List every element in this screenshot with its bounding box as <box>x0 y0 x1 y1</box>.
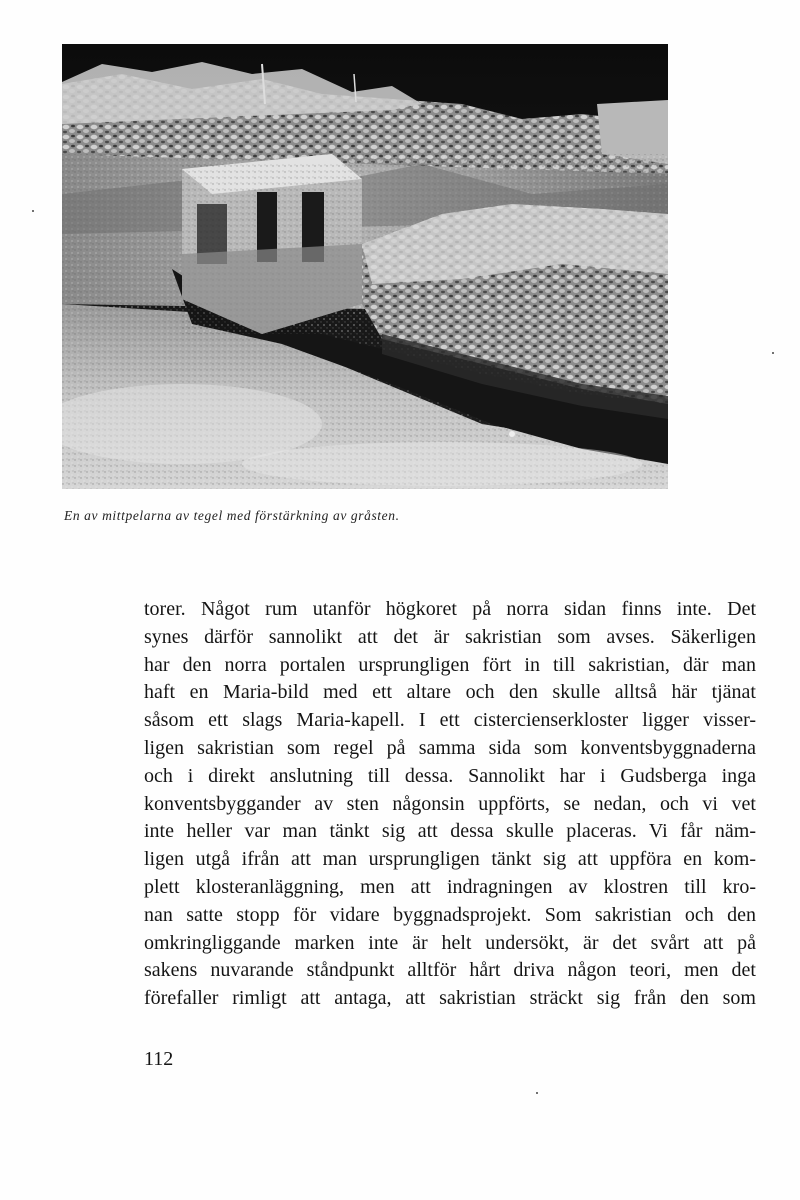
text-line: omkringliggande marken inte är helt undersökt, är det svårt att på <box>144 931 756 954</box>
text-line: förefaller rimligt att antaga, att sakristian sträckt sig från den som <box>144 987 756 1010</box>
scan-speck <box>32 210 34 212</box>
ruin-photograph <box>62 44 668 489</box>
ruin-photograph-image <box>62 44 668 489</box>
text-line: synes därför sannolikt att det är sakristian som avses. Säkerligen <box>144 625 756 648</box>
text-line: konventsbyggander av sten någonsin uppförts, se nedan, och vi vet <box>144 792 756 815</box>
text-line: haft en Maria-bild med ett altare och den skulle alltså här tjänat <box>144 681 756 704</box>
text-line: och i direkt anslutning till dessa. Sannolikt har i Gudsberga inga <box>144 764 756 787</box>
text-line: torer. Något rum utanför högkoret på norra sidan finns inte. Det <box>144 598 756 620</box>
text-line: plett klosteranläggning, men att indragningen av klostren till kro- <box>144 875 756 898</box>
text-line: ligen utgå ifrån att man ursprungligen tänkt sig att uppföra en kom- <box>144 848 756 871</box>
text-line: nan satte stopp för vidare byggnadsprojekt. Som sakristian och den <box>144 903 756 926</box>
page-number: 112 <box>144 1048 174 1070</box>
scan-speck <box>772 352 774 354</box>
text-line: sakens nuvarande ståndpunkt alltför hårt driva någon teori, men det <box>144 959 756 982</box>
scan-speck <box>536 1092 538 1094</box>
text-line: ligen sakristian som regel på samma sida som konventsbyggnaderna <box>144 736 756 759</box>
text-line: har den norra portalen ursprungligen fört in till sakristian, där man <box>144 653 756 676</box>
figure-caption: En av mittpelarna av tegel med förstärkning av gråsten. <box>64 508 400 523</box>
text-line: såsom ett slags Maria-kapell. I ett cistercienserkloster ligger visser- <box>144 709 756 732</box>
text-line: inte heller var man tänkt sig att dessa skulle placeras. Vi får näm- <box>144 820 756 843</box>
body-text <box>144 596 756 1013</box>
